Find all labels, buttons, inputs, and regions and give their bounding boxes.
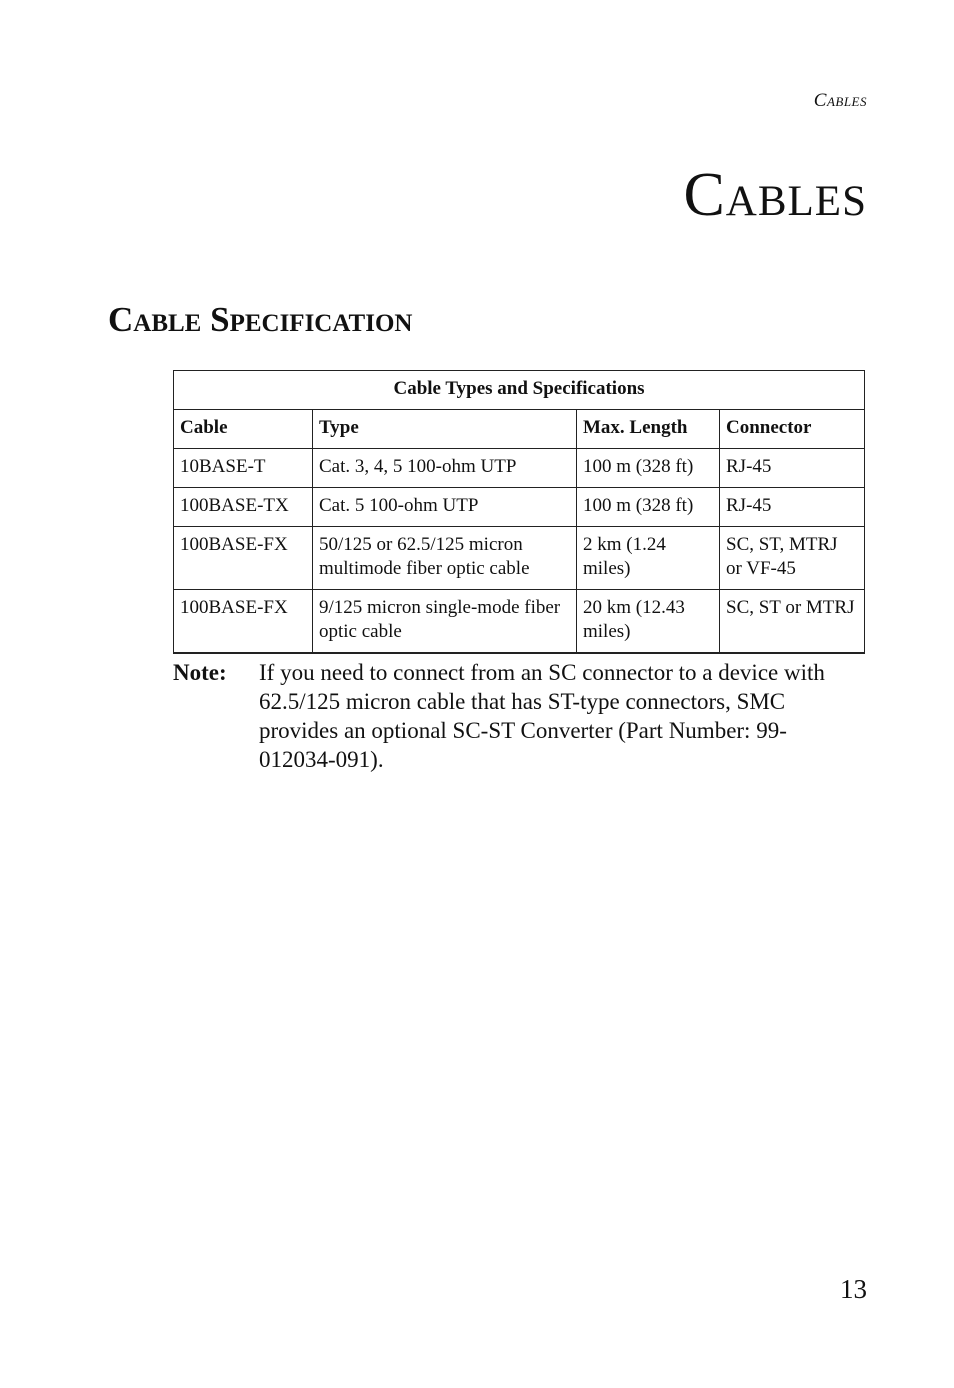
table-row bbox=[174, 488, 865, 527]
column-header-connector: Connector bbox=[720, 410, 865, 449]
column-header-cable: Cable bbox=[174, 410, 313, 449]
cell-type: Cat. 5 100-ohm UTP bbox=[313, 488, 577, 527]
column-header-type: Type bbox=[313, 410, 577, 449]
table-caption: Cable Types and Specifications bbox=[174, 371, 865, 410]
cell-connector: RJ-45 bbox=[720, 488, 865, 527]
cell-max-length: 100 m (328 ft) bbox=[577, 449, 720, 488]
column-header-max-length: Max. Length bbox=[577, 410, 720, 449]
table-header-row bbox=[174, 410, 865, 449]
cell-cable: 100BASE-TX bbox=[174, 488, 313, 527]
note-text: If you need to connect from an SC connector to a device with 62.5/125 micron cable that has ST-type connectors, SMC provides an optional SC-ST Converter (Part Number: 99-012034-091). bbox=[259, 660, 825, 772]
cable-spec-table bbox=[173, 370, 865, 654]
cell-type: 50/125 or 62.5/125 micron multimode fiber optic cable bbox=[313, 527, 577, 590]
table-row bbox=[174, 527, 865, 590]
cell-cable: 100BASE-FX bbox=[174, 527, 313, 590]
note-label: Note: bbox=[173, 660, 227, 685]
chapter-title: Cables bbox=[683, 161, 867, 229]
cell-cable: 100BASE-FX bbox=[174, 590, 313, 654]
cell-max-length: 2 km (1.24 miles) bbox=[577, 527, 720, 590]
cell-max-length: 100 m (328 ft) bbox=[577, 488, 720, 527]
table-row bbox=[174, 590, 865, 654]
running-header: Cables bbox=[813, 90, 867, 111]
cell-cable: 10BASE-T bbox=[174, 449, 313, 488]
cell-max-length: 20 km (12.43 miles) bbox=[577, 590, 720, 654]
cell-connector: SC, ST, MTRJ or VF-45 bbox=[720, 527, 865, 590]
cell-connector: SC, ST or MTRJ bbox=[720, 590, 865, 654]
table-row bbox=[174, 449, 865, 488]
cell-type: 9/125 micron single-mode fiber optic cable bbox=[313, 590, 577, 654]
cell-type: Cat. 3, 4, 5 100-ohm UTP bbox=[313, 449, 577, 488]
section-title: Cable Specification bbox=[108, 300, 413, 339]
cell-connector: RJ-45 bbox=[720, 449, 865, 488]
page-number: 13 bbox=[840, 1274, 867, 1304]
table-caption-row bbox=[174, 371, 865, 410]
